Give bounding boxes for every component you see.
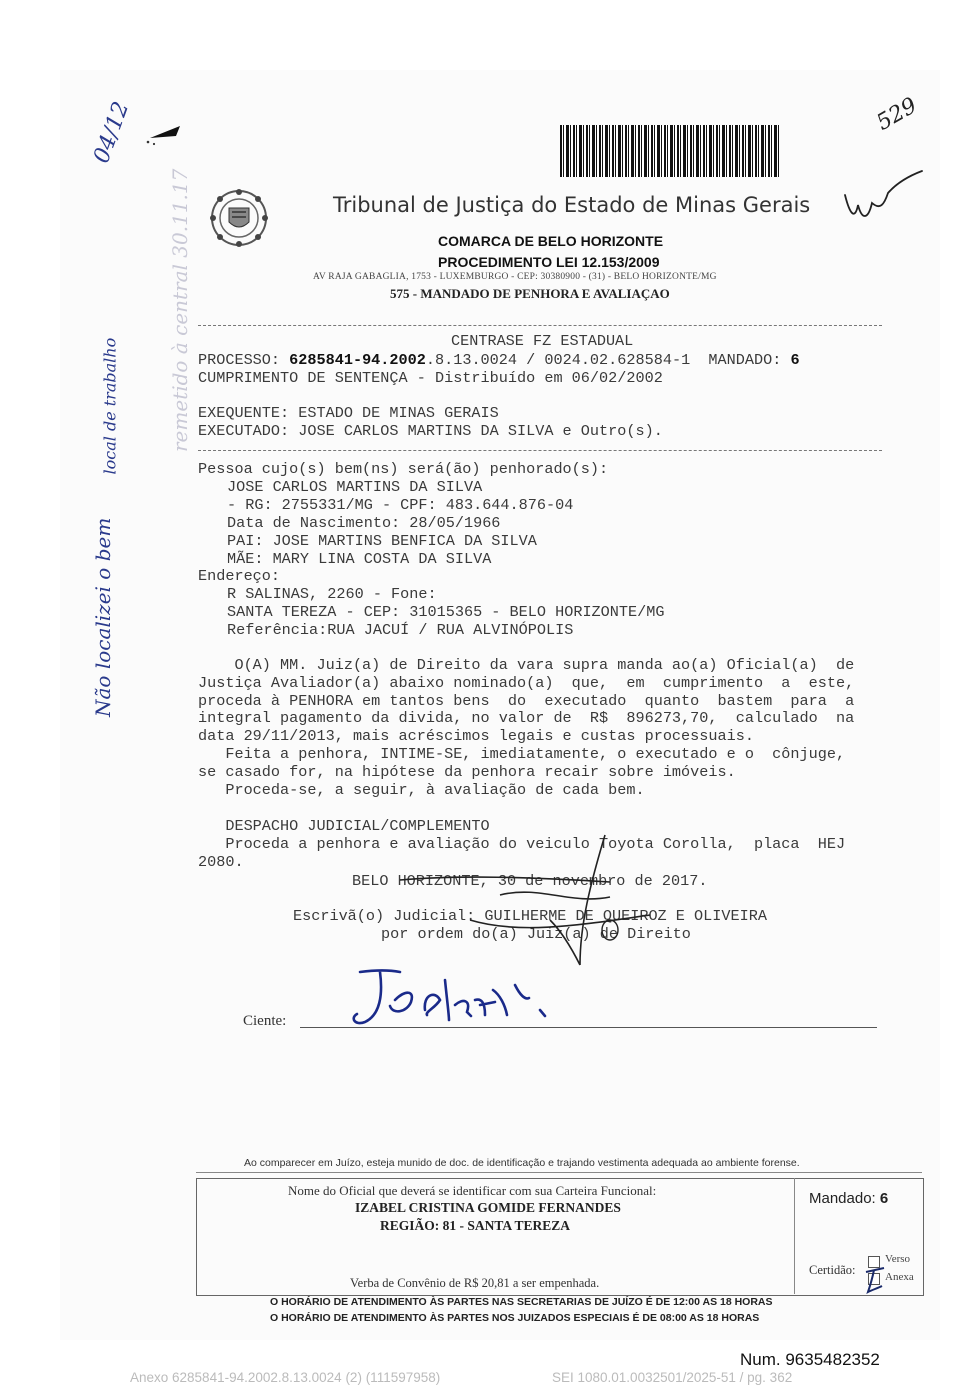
- pen-mark: [140, 118, 190, 148]
- paragraph-line: data 29/11/2013, mais acréscimos legais e custas processuais.: [198, 727, 754, 746]
- handwritten-date: 04/12: [89, 98, 135, 167]
- verso-label: Verso: [885, 1253, 911, 1265]
- paragraph-line: Feita a penhora, INTIME-SE, imediatamente, o executado e o cônjuge,: [198, 744, 846, 763]
- person-ids: - RG: 2755331/MG - CPF: 483.644.876-04: [227, 496, 574, 514]
- paragraph-line: se casado for, na hipótese da penhora recair sobre imóveis.: [198, 762, 736, 781]
- processo-number: 6285841-94.2002: [289, 351, 426, 369]
- notice-divider: [196, 1172, 922, 1173]
- mandado-number: 6: [790, 351, 800, 369]
- officer-instruction: Nome do Oficial que deverá se identificar com sua Carteira Funcional:: [288, 1183, 657, 1198]
- divider-middle: [198, 450, 882, 451]
- paragraph-line: proceda à PENHORA em tantos bens do executado quanto bastem para a: [198, 691, 855, 710]
- clerk-line: Escrivã(o) Judicial: GUILHERME DE QUEIROZ E OLIVEIRA: [293, 907, 767, 925]
- divider-top: [198, 325, 882, 326]
- handwritten-note-remitted: remetido à central 30.11.17: [168, 168, 192, 452]
- footer-anexo: Anexo 6285841-94.2002.8.13.0024 (2) (111597958): [130, 1370, 441, 1385]
- handwritten-note-not-located: Não localizei o bem: [91, 517, 115, 717]
- barcode: [560, 125, 780, 177]
- order-paragraph: [198, 657, 854, 799]
- address-city: SANTA TEREZA - CEP: 31015365 - BELO HORIZONTE/MG: [227, 603, 665, 621]
- coat-of-arms-emblem: [206, 186, 272, 250]
- ciente-signature: [345, 960, 575, 1040]
- handwritten-note-workplace: local de trabalho: [100, 337, 120, 475]
- officer-box-divider: [794, 1178, 796, 1294]
- court-unit: CENTRASE FZ ESTADUAL: [451, 332, 634, 350]
- paragraph-line: O(A) MM. Juiz(a) de Direito da vara supra manda ao(a) Oficial(a) de: [198, 656, 855, 674]
- horario-juizados: O HORÁRIO DE ATENDIMENTO ÀS PARTES NOS JUIZADOS ESPECIAIS É DE 08:00 AS 18 HORAS: [270, 1312, 760, 1322]
- exequente-line: EXEQUENTE: ESTADO DE MINAS GERAIS: [198, 404, 499, 422]
- executado-line: EXECUTADO: JOSE CARLOS MARTINS DA SILVA e Outro(s).: [198, 422, 663, 440]
- address-label: Endereço:: [198, 567, 281, 585]
- court-address: AV RAJA GABAGLIA, 1753 - LUXEMBURGO - CEP: 30380900 - (31) - BELO HORIZONTE/MG: [313, 272, 717, 282]
- person-father: PAI: JOSE MARTINS BENFICA DA SILVA: [227, 532, 537, 550]
- paragraph-line: Justiça Avaliador(a) abaixo nominado(a) que, em cumprimento a este,: [198, 673, 855, 692]
- mandado-label: MANDADO:: [708, 351, 782, 369]
- document-type: 575 - MANDADO DE PENHORA E AVALIAÇAO: [390, 286, 670, 301]
- anexa-label: Anexa: [885, 1271, 914, 1283]
- ciente-label: Ciente:: [243, 1013, 287, 1029]
- person-mother: MÃE: MARY LINA COSTA DA SILVA: [227, 550, 492, 568]
- despacho-line: Proceda a penhora e avaliação do veiculo Toyota Corolla, placa HEJ: [198, 834, 846, 853]
- certidao-label: Certidão:: [809, 1263, 856, 1277]
- processo-suffix: .8.13.0024 / 0024.02.628584-1: [425, 351, 691, 369]
- comarca-heading: COMARCA DE BELO HORIZONTE: [438, 233, 664, 249]
- place-date: BELO HORIZONTE, 30 de novembro de 2017.: [352, 872, 708, 890]
- court-name: Tribunal de Justiça do Estado de Minas Gerais: [333, 193, 811, 217]
- person-birth: Data de Nascimento: 28/05/1966: [227, 514, 501, 532]
- address-reference: Referência:RUA JACUÍ / RUA ALVINÓPOLIS: [227, 621, 574, 639]
- box-mandado: [809, 1190, 888, 1207]
- handwritten-initials: [840, 165, 930, 225]
- horario-secretarias: O HORÁRIO DE ATENDIMENTO ÀS PARTES NAS SECRETARIAS DE JUÍZO É DE 12:00 AS 18 HORAS: [270, 1296, 773, 1308]
- document-number: Num. 9635482352: [740, 1350, 880, 1369]
- officer-name: IZABEL CRISTINA GOMIDE FERNANDES: [355, 1200, 621, 1215]
- person-intro: Pessoa cujo(s) bem(ns) será(ão) penhorado(s):: [198, 460, 609, 478]
- box-mandado-label: Mandado:: [809, 1190, 876, 1207]
- box-mandado-number: 6: [879, 1190, 889, 1207]
- processo-label: PROCESSO:: [198, 351, 281, 369]
- anexa-check-mark: [862, 1262, 892, 1296]
- paragraph-line: integral pagamento da divida, no valor de R$ 896273,70, calculado na: [198, 709, 855, 728]
- paragraph-line: Proceda-se, a seguir, à avaliação de cada bem.: [198, 780, 645, 799]
- address-street: R SALINAS, 2260 - Fone:: [227, 585, 437, 603]
- attendance-notice: Ao comparecer em Juízo, esteja munido de doc. de identificação e trajando vestimenta adequada ao ambiente forense.: [244, 1157, 800, 1169]
- footer-sei: SEI 1080.01.0032501/2025-51 / pg. 362: [552, 1370, 793, 1385]
- officer-region: REGIÃO: 81 - SANTA TEREZA: [380, 1218, 571, 1233]
- despacho-title: DESPACHO JUDICIAL/COMPLEMENTO: [198, 817, 490, 835]
- processo-line: [198, 352, 800, 370]
- procedimento-heading: PROCEDIMENTO LEI 12.153/2009: [438, 254, 660, 270]
- distribution-line: CUMPRIMENTO DE SENTENÇA - Distribuído em 06/02/2002: [198, 369, 663, 387]
- horario-juizados-clip: [270, 1312, 840, 1322]
- despacho-line: 2080.: [198, 852, 244, 871]
- handwritten-page-number: 529: [872, 93, 922, 136]
- order-line: por ordem do(a) Juiz(a) de Direito: [381, 925, 691, 943]
- person-name: JOSE CARLOS MARTINS DA SILVA: [227, 478, 483, 496]
- verba-line: Verba de Convênio de R$ 20,81 a ser empenhada.: [350, 1276, 600, 1290]
